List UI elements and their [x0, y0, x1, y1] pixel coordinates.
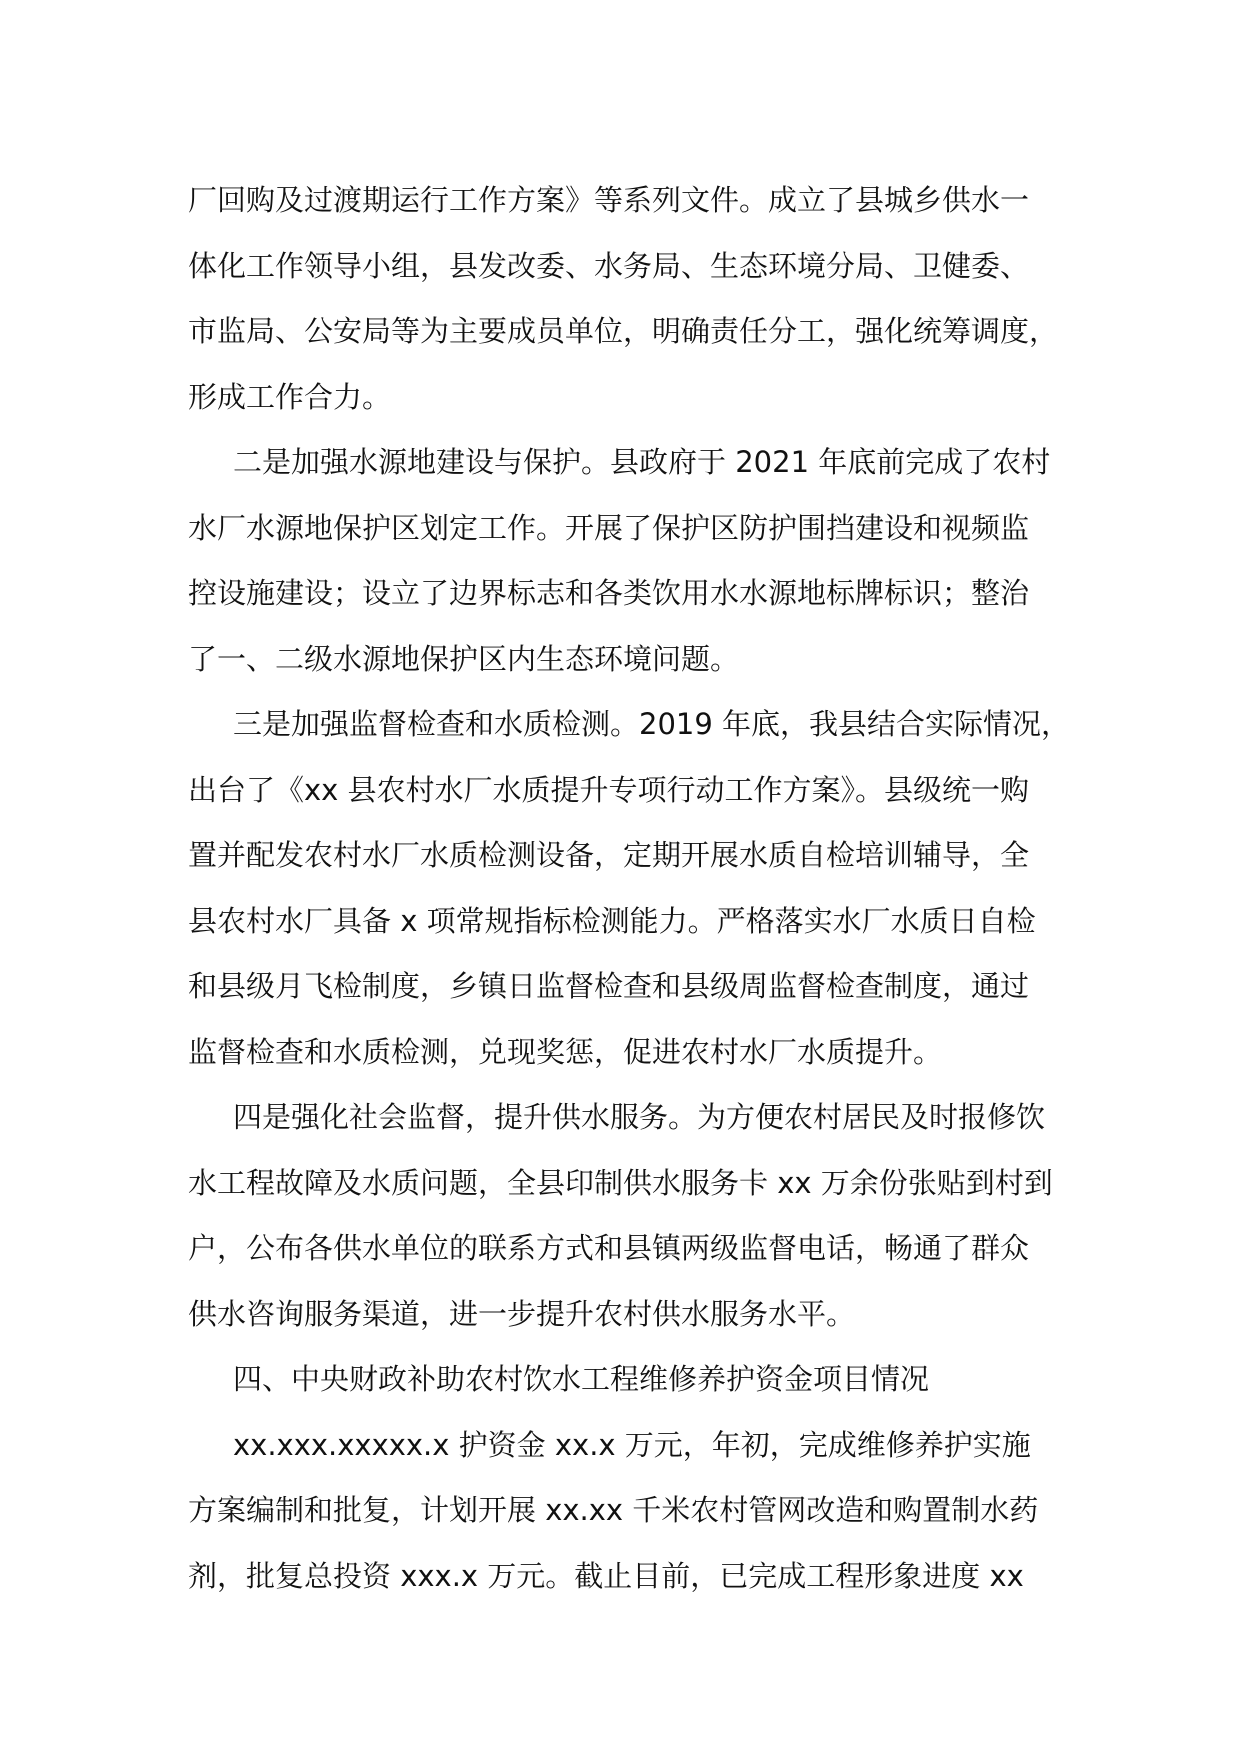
text-line: 供水咨询服务渠道，进一步提升农村供水服务水平。 — [188, 1296, 856, 1331]
text-line: 方案编制和批复，计划开展 xx.xx 千米农村管网改造和购置制水药 — [188, 1493, 1039, 1527]
paragraph-start-line: xx.xxx.xxxxx.x 护资金 xx.x 万元，年初，完成维修养护实施 — [233, 1427, 1031, 1462]
text-line: 水工程故障及水质问题，全县印制供水服务卡 xx 万余份张贴到村到 — [188, 1165, 1053, 1200]
text-line: 水厂水源地保护区划定工作。开展了保护区防护围挡建设和视频监 — [188, 510, 1030, 545]
text-line: 剂，批复总投资 xxx.x 万元。截止目前，已完成工程形象进度 xx — [188, 1558, 1024, 1593]
paragraph-start-line: 四是强化社会监督，提升供水服务。为方便农村居民及时报修饮 — [233, 1100, 1046, 1134]
text-line: 户，公布各供水单位的联系方式和县镇两级监督电话，畅通了群众 — [188, 1231, 1030, 1265]
text-line: 体化工作领导小组，县发改委、水务局、生态环境分局、卫健委、 — [188, 248, 1030, 283]
paragraph-start-line: 三是加强监督检查和水质检测。2019 年底，我县结合实际情况， — [233, 707, 1071, 741]
text-line: 形成工作合力。 — [188, 379, 392, 414]
section-heading: 四、中央财政补助农村饮水工程维修养护资金项目情况 — [233, 1362, 930, 1396]
paragraph-start-line: 二是加强水源地建设与保护。县政府于 2021 年底前完成了农村 — [233, 445, 1051, 479]
text-line: 县农村水厂具备 x 项常规指标检测能力。严格落实水厂水质日自检 — [188, 903, 1036, 938]
text-line: 控设施建设；设立了边界标志和各类饮用水水源地标牌标识；整治 — [188, 576, 1030, 610]
text-line: 了一、二级水源地保护区内生态环境问题。 — [188, 641, 740, 676]
text-line: 置并配发农村水厂水质检测设备，定期开展水质自检培训辅导，全 — [188, 838, 1030, 872]
text-line: 和县级月飞检制度，乡镇日监督检查和县级周监督检查制度，通过 — [188, 969, 1030, 1003]
text-line: 出台了《xx 县农村水厂水质提升专项行动工作方案》。县级统一购 — [188, 772, 1030, 807]
text-line: 监督检查和水质检测，兑现奖惩，促进农村水厂水质提升。 — [188, 1034, 943, 1069]
text-line: 厂回购及过渡期运行工作方案》等系列文件。成立了县城乡供水一 — [188, 183, 1030, 217]
text-line: 市监局、公安局等为主要成员单位，明确责任分工，强化统筹调度， — [188, 314, 1059, 348]
document-body — [188, 168, 1088, 1609]
